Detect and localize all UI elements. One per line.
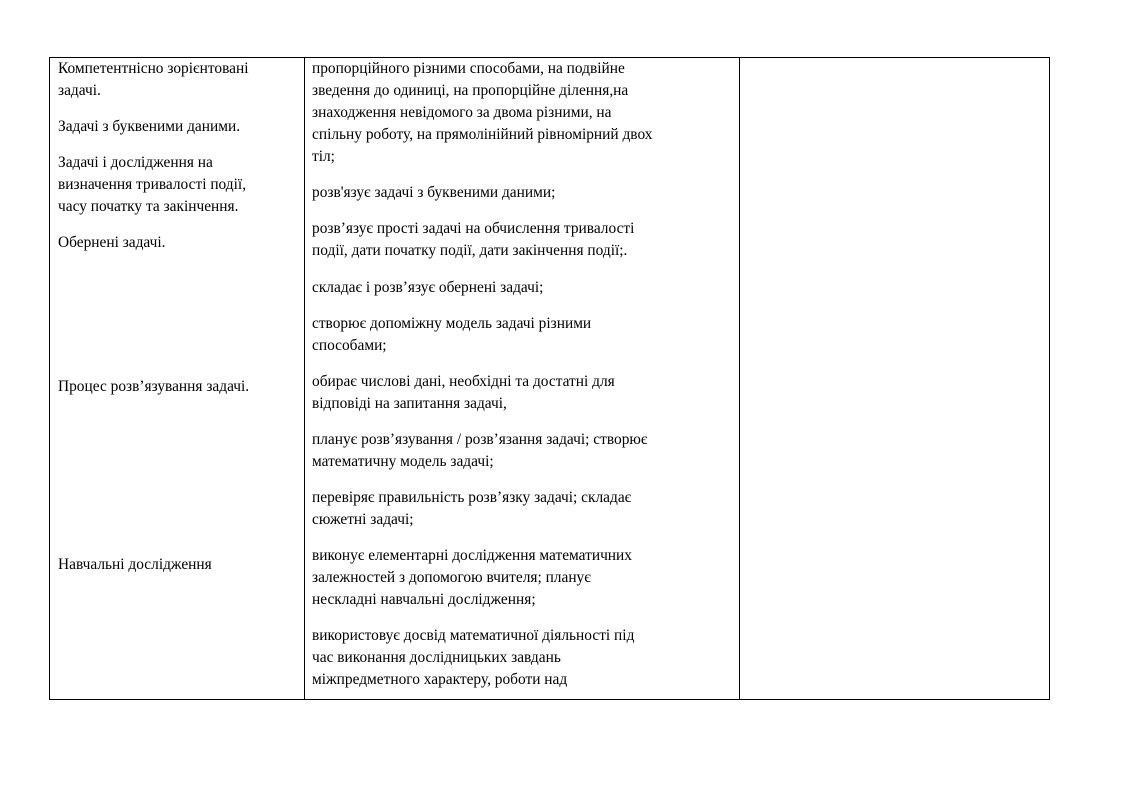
result-paragraph: обирає числові дані, необхідні та достатні для відповіді на запитання задачі, <box>312 373 615 412</box>
result-paragraph: складає і розв’язує обернені задачі; <box>312 279 544 296</box>
result-paragraph: створює допоміжну модель задачі різними способами; <box>312 315 592 354</box>
content-column <box>50 58 304 699</box>
letter-data-tasks-text: Задачі з буквеними даними. <box>58 118 241 135</box>
empty-column <box>739 58 1049 699</box>
expected-results-column <box>304 58 740 699</box>
result-paragraph: перевіряє правильність розв’язку задачі; складає сюжетні задачі; <box>312 489 632 528</box>
result-paragraph: використовує досвід математичної діяльності під час виконання дослідницьких завдань міжпредметного характеру, роботи над <box>312 627 635 688</box>
curriculum-table <box>49 57 1050 700</box>
result-paragraph: розв'язує задачі з буквеними даними; <box>312 184 556 201</box>
solving-process-text: Процес розв’язування задачі. <box>58 378 250 395</box>
result-paragraph: пропорційного різними способами, на подвійне зведення до одиниці, на пропорційне ділення,на знаходження невідомого за двома різними, на спільну роботу, на прямолінійний рівномірний двох тіл; <box>312 60 653 165</box>
result-paragraph: розв’язує прості задачі на обчислення тривалості події, дати початку події, дати закінчення події;. <box>312 220 635 259</box>
duration-tasks-text: Задачі і дослідження на визначення тривалості події, часу початку та закінчення. <box>58 154 247 215</box>
competency-tasks-text: Компетентнісно зорієнтовані задачі. <box>58 60 249 99</box>
educational-research-text: Навчальні дослідження <box>58 556 212 573</box>
result-paragraph: виконує елементарні дослідження математичних залежностей з допомогою вчителя; планує нескладні навчальні дослідження; <box>312 547 632 608</box>
inverse-tasks-text: Обернені задачі. <box>58 234 166 251</box>
result-paragraph: планує розв’язування / розв’язання задачі; створює математичну модель задачі; <box>312 431 648 470</box>
